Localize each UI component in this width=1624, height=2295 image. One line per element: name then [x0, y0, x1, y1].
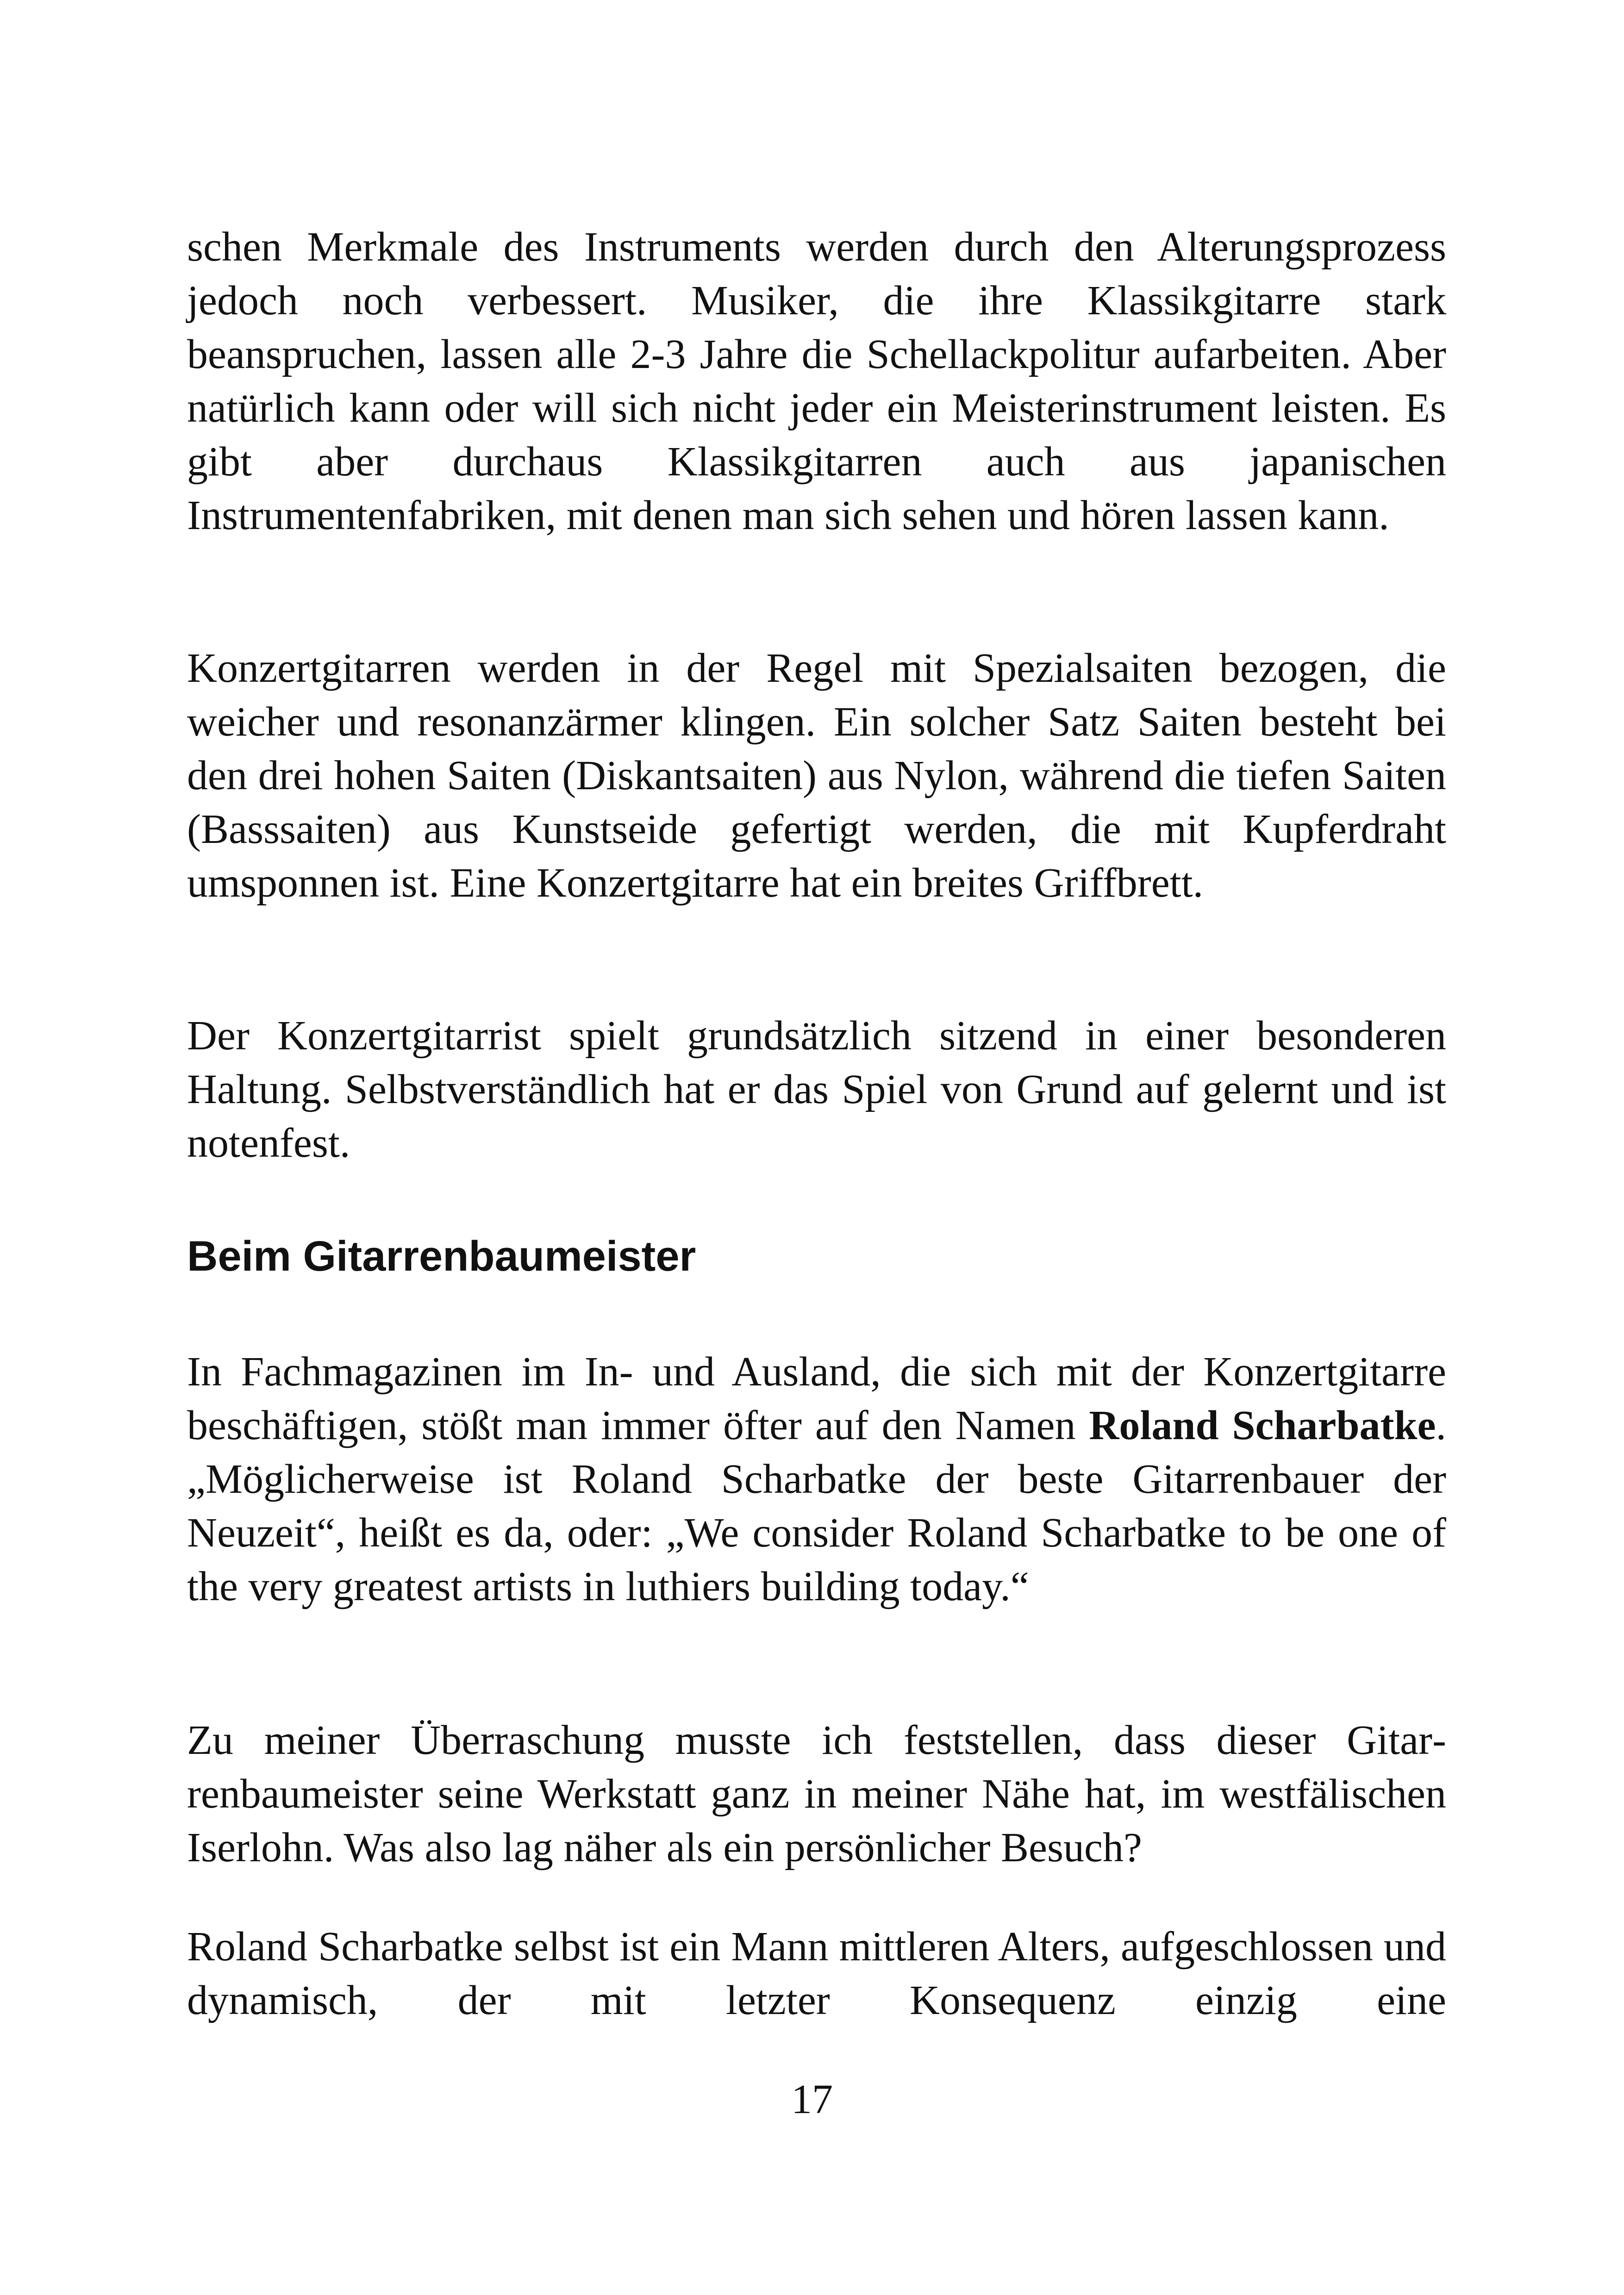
body-text-portrait — [187, 1920, 1446, 2027]
body-text-posture — [187, 1009, 1446, 1170]
section-heading: Beim Gitarrenbaumeister — [187, 1233, 696, 1280]
body-text-magazines — [187, 1345, 1446, 1614]
body-text-top — [187, 220, 1446, 543]
luthier-name-bold: Roland Scharbatke — [1089, 1403, 1436, 1448]
paragraph-text-before-name: In Fachmagazinen im In- und Ausland, die sich mit der Konzertgitarre beschäftigen, stößt man immer öfter auf den Namen — [187, 1349, 1446, 1448]
paragraph-concert-strings: Konzertgitarren werden in der Regel mit Spezialsaiten bezogen, die weicher und resonanzärmer klingen. Ein solcher Satz Saiten besteht bei den drei hohen Saiten (Diskantsaiten) aus Nylon, während die tiefen Saiten (Basssaiten) aus Kunstseide gefertigt werden, die mit Kupferdraht umsponnen ist. Eine Konzertgitarre hat ein breites Griffbrett. — [187, 645, 1446, 906]
paragraph-luthier-portrait: Roland Scharbatke selbst ist ein Mann mittleren Alters, aufgeschlossen und dynamisch, der mit letzter Konsequenz einzig eine — [187, 1924, 1446, 2023]
body-text-strings — [187, 642, 1446, 910]
page-number: 17 — [791, 2077, 833, 2122]
paragraph-trade-magazines — [187, 1345, 1446, 1614]
paragraph-guitarist-posture: Der Konzertgitarrist spielt grundsätzlich sitzend in einer besonderen Haltung. Selbstverständlich hat er das Spiel von Grund auf gelernt und ist notenfest. — [187, 1013, 1446, 1166]
body-text-visit — [187, 1714, 1446, 1875]
paragraph-workshop-visit: Zu meiner Überraschung musste ich feststellen, dass dieser Gitarrenbaumeister seine Werkstatt ganz in meiner Nähe hat, im westfälischen Iserlohn. Was also lag näher als ein persönlicher Besuch? — [187, 1717, 1446, 1871]
paragraph-aging-process: schen Merkmale des Instruments werden durch den Alterungsprozess jedoch noch verbessert. Musiker, die ihre Klassikgitarre stark beanspruchen, lassen alle 2-3 Jahre die Schellackpolitur aufarbeiten. Aber natürlich kann oder will sich nicht jeder ein Meisterinstrument leisten. Es gibt aber durchaus Klassikgitarren auch aus japanischen Instrumentenfabriken, mit denen man sich sehen und hören lassen kann. — [187, 224, 1446, 538]
paragraph-text-after-name: . „Möglicherweise ist Roland Scharbatke der beste Gitarrenbauer der Neuzeit“, heißt es da, oder: „We consider Roland Scharbatke to be one of the very greatest artists in luthiers building today.“ — [187, 1403, 1446, 1609]
